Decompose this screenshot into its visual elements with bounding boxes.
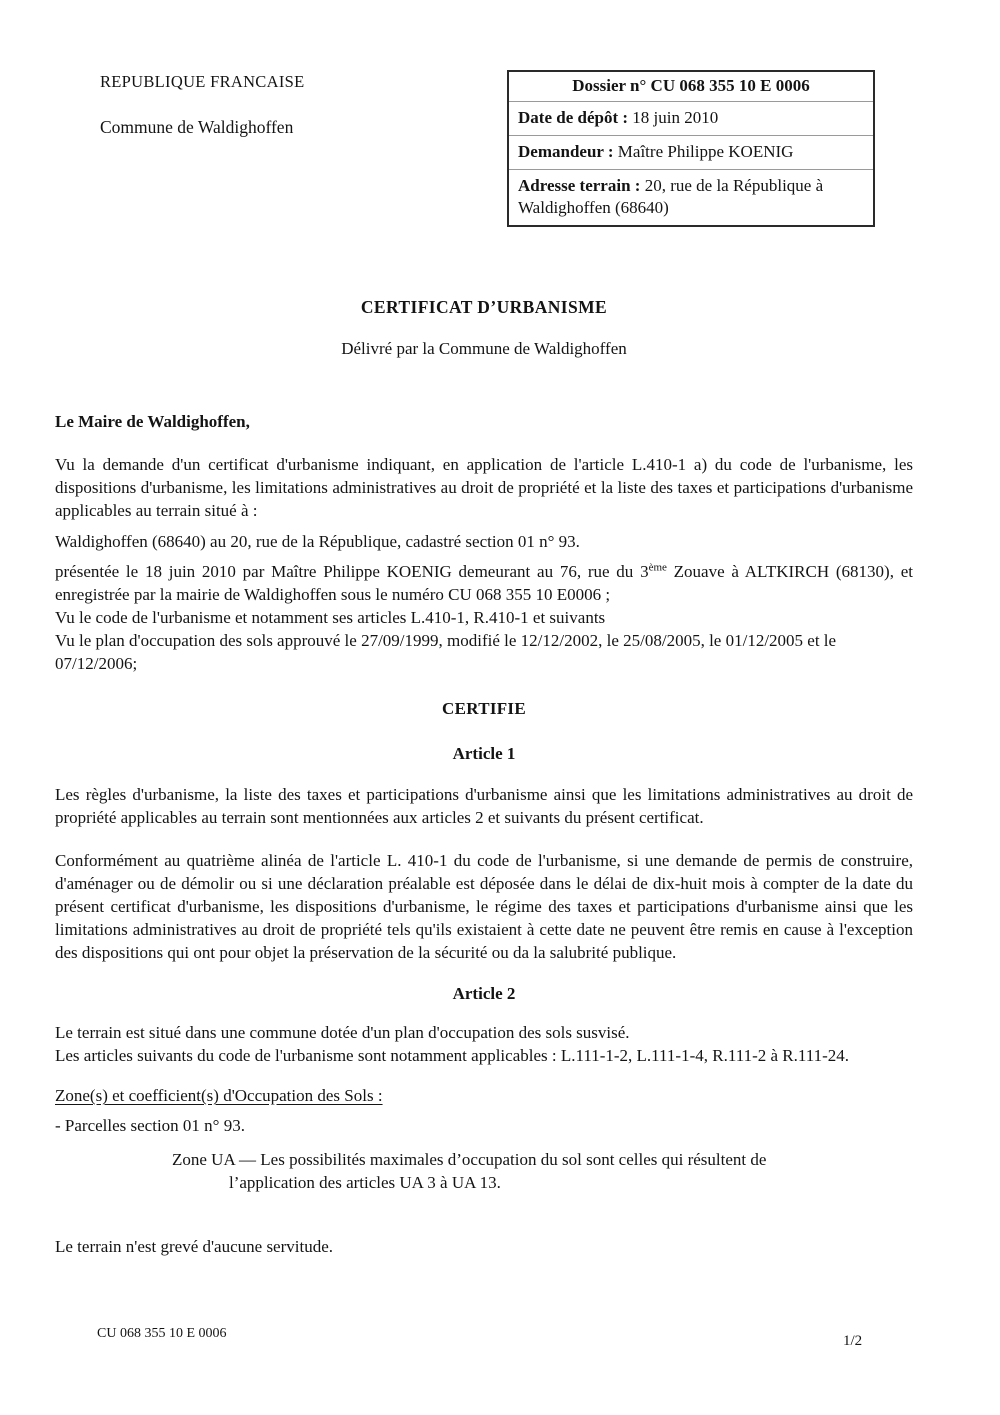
date-depot-row bbox=[509, 101, 873, 135]
demandeur-value: Maître Philippe KOENIG bbox=[613, 142, 794, 161]
article2-paragraph2: Les articles suivants du code de l'urbanisme sont notamment applicables : L.111-1-2, L.111-1-4, R.111-2 à R.111-24. bbox=[55, 1046, 850, 1065]
servitude-line: Le terrain n'est grevé d'aucune servitude. bbox=[55, 1237, 334, 1256]
paragraph-vu-plan: Vu le plan d'occupation des sols approuvé le 27/09/1999, modifié le 12/12/2002, le 25/08/2005, le 01/12/2005 et le 07/12/2006; bbox=[55, 631, 837, 673]
presentee-superscript: ème bbox=[648, 561, 667, 574]
document-body bbox=[55, 296, 913, 1258]
certifie-heading: CERTIFIE bbox=[442, 699, 526, 718]
zones-heading: Zone(s) et coefficient(s) d'Occupation des Sols : bbox=[55, 1086, 383, 1105]
paragraph-terrain-address: Waldighoffen (68640) au 20, rue de la République, cadastré section 01 n° 93. bbox=[55, 532, 580, 551]
header-left bbox=[100, 70, 304, 139]
article1-heading: Article 1 bbox=[452, 744, 516, 763]
commune-label: Commune de Waldighoffen bbox=[100, 117, 294, 137]
paragraph-presentee bbox=[55, 560, 913, 606]
zone-ua-paragraph bbox=[55, 1148, 845, 1194]
presentee-suffix: Zouave à ALTKIRCH (68130), et enregistrée par la mairie de Waldighoffen sous le numéro CU 068 355 10 E0006 ; bbox=[55, 562, 913, 604]
article2-heading: Article 2 bbox=[452, 984, 516, 1003]
paragraph-vu-code: Vu le code de l'urbanisme et notamment ses articles L.410-1, R.410-1 et suivants bbox=[55, 608, 606, 627]
adresse-terrain-value: 20, rue de la République à Waldighoffen (68640) bbox=[518, 176, 824, 217]
demandeur-row bbox=[509, 135, 873, 169]
republique-label: REPUBLIQUE FRANCAISE bbox=[100, 72, 305, 91]
document-title: CERTIFICAT D’URBANISME bbox=[360, 297, 608, 317]
parcelles-line: - Parcelles section 01 n° 93. bbox=[55, 1116, 245, 1135]
article2-paragraph1: Le terrain est situé dans une commune dotée d'un plan d'occupation des sols susvisé. bbox=[55, 1023, 630, 1042]
footer-page-number: 1/2 bbox=[843, 1333, 863, 1349]
date-depot-value: 18 juin 2010 bbox=[628, 108, 719, 127]
dossier-info-box bbox=[507, 70, 875, 227]
demandeur-label: Demandeur : bbox=[518, 142, 614, 161]
maire-heading: Le Maire de Waldighoffen, bbox=[55, 412, 250, 431]
dossier-number: Dossier n° CU 068 355 10 E 0006 bbox=[572, 76, 810, 95]
presentee-prefix: présentée le 18 juin 2010 par Maître Philippe KOENIG demeurant au 76, rue du 3 bbox=[55, 562, 649, 581]
article1-paragraph1: Les règles d'urbanisme, la liste des taxes et participations d'urbanisme ainsi que les limitations administratives au droit de propriété applicables au terrain sont mentionnées aux articles 2 et suivants du présent certificat. bbox=[55, 785, 913, 827]
adresse-terrain-label: Adresse terrain : bbox=[518, 176, 641, 195]
paragraph-vu-demande: Vu la demande d'un certificat d'urbanisme indiquant, en application de l'article L.410-1 a) du code de l'urbanisme, les dispositions d'urbanisme, les limitations administratives au droit de propriété et la liste des taxes et participations d'urbanisme applicables au terrain situé à : bbox=[55, 455, 913, 520]
zone-ua-text: Zone UA — Les possibilités maximales d’occupation du sol sont celles qui résultent de l’application des articles UA 3 à UA 13. bbox=[172, 1150, 767, 1192]
footer-reference: CU 068 355 10 E 0006 bbox=[97, 1326, 227, 1341]
document-subtitle: Délivré par la Commune de Waldighoffen bbox=[341, 339, 627, 358]
date-depot-label: Date de dépôt : bbox=[518, 108, 629, 127]
article1-paragraph2: Conformément au quatrième alinéa de l'article L. 410-1 du code de l'urbanisme, si une demande de permis de construire, d'aménager ou de démolir ou si une déclaration préalable est déposée dans le délai de dix-huit mois à compter de la date du présent certificat d'urbanisme, les dispositions d'urbanisme, le régime des taxes et participations d'urbanisme ainsi que les limitations administratives au droit de propriété tels qu'ils existaient à cette date ne peuvent être remis en cause à l'exception des dispositions qui ont pour objet la préservation de la sécurité ou da la salubrité publique. bbox=[55, 851, 913, 962]
adresse-terrain-row bbox=[509, 169, 873, 225]
